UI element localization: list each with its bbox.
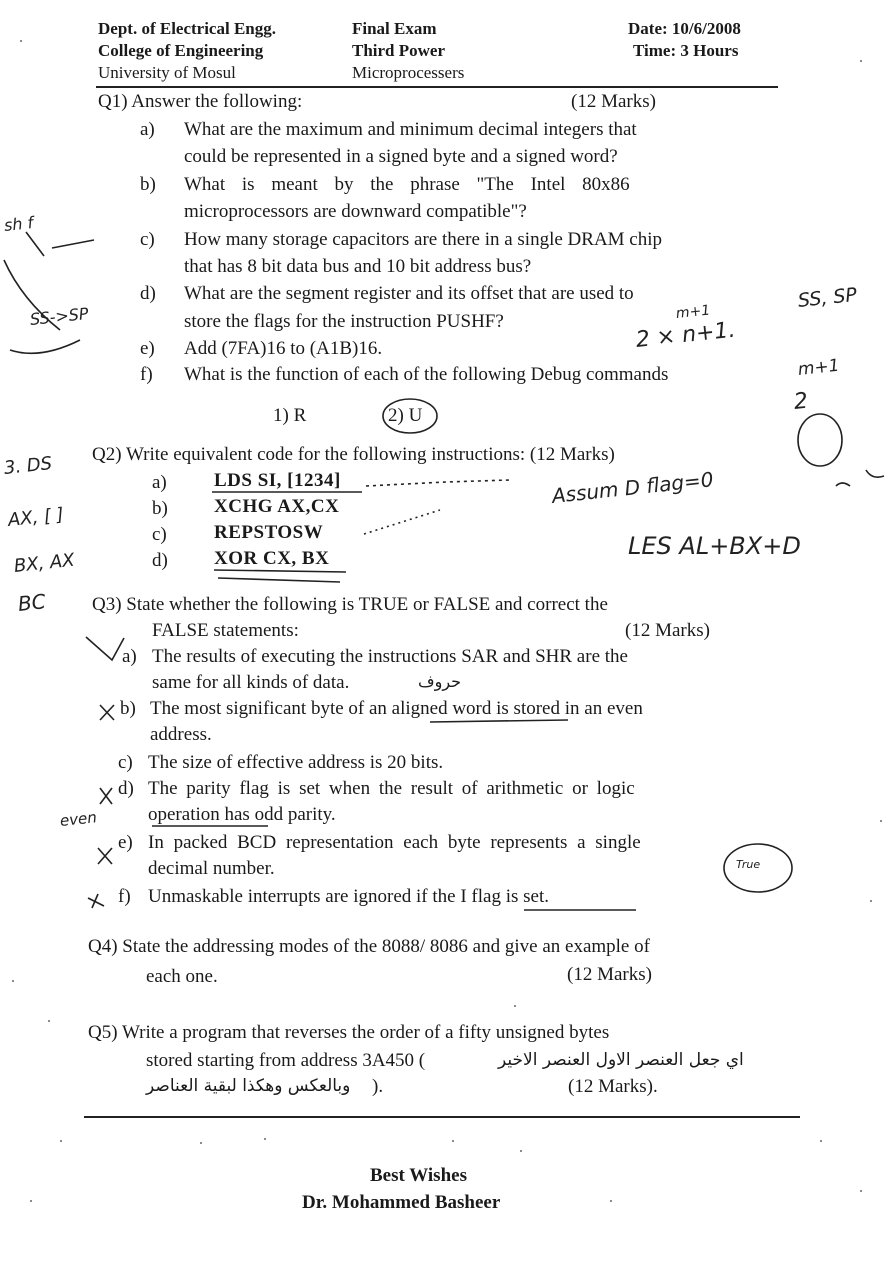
circle-true <box>724 844 792 892</box>
q3-b-line1: The most significant byte of an aligned word is stored in an even <box>150 698 643 719</box>
q1-a-line2: could be represented in a signed byte and a signed word? <box>184 146 618 167</box>
q1-f-line1: What is the function of each of the following Debug commands <box>184 364 669 385</box>
q3-a-label: a) <box>122 646 137 667</box>
q2-d-code: XOR CX, BX <box>214 548 330 569</box>
q3-title: Q3) State whether the following is TRUE or FALSE and correct the <box>92 594 608 615</box>
q2-b-label: b) <box>152 498 168 519</box>
hand-m1-a: m+1 <box>675 302 711 322</box>
circle-right-2 <box>798 414 842 466</box>
q3-marks: (12 Marks) <box>625 620 710 641</box>
q1-b-line1: What is meant by the phrase "The Intel 80x86 <box>184 174 630 195</box>
hand-bc: BC <box>16 589 47 616</box>
q3-e-line1: In packed BCD representation each byte represents a single <box>148 832 641 853</box>
q3-a-line2: same for all kinds of data. <box>152 672 350 693</box>
underline-aligned <box>430 720 568 722</box>
header-university: University of Mosul <box>98 63 236 82</box>
header-exam: Final Exam <box>352 19 437 38</box>
q3-c-line1: The size of effective address is 20 bits. <box>148 752 444 773</box>
cross-q3b <box>100 705 114 720</box>
footer-author: Dr. Mohammed Basheer <box>302 1192 501 1213</box>
q1-a-line1: What are the maximum and minimum decimal integers that <box>184 119 637 140</box>
header-subject: Microprocessers <box>352 63 465 82</box>
q1-c-label: c) <box>140 229 155 250</box>
q5-arabic-2: وبالعكس وهكذا لبقية العناصر <box>146 1076 351 1096</box>
q1-debug-u: 2) U <box>388 405 423 426</box>
q1-b-label: b) <box>140 174 156 195</box>
q4-marks: (12 Marks) <box>567 964 652 985</box>
q1-d-line1: What are the segment register and its offset that are used to <box>184 283 634 304</box>
hand-ssp: SS->SP <box>29 303 90 329</box>
q2-a-code: LDS SI, [1234] <box>214 470 341 491</box>
header-class: Third Power <box>352 41 446 60</box>
hand-shf: sh f <box>3 212 35 235</box>
hand-even: even <box>59 808 98 830</box>
q4-line2: each one. <box>146 966 218 987</box>
header-dept: Dept. of Electrical Engg. <box>98 19 276 38</box>
check-q3a <box>86 637 124 660</box>
q3-a-line1: The results of executing the instructions SAR and SHR are the <box>152 646 628 667</box>
footer-wishes: Best Wishes <box>370 1165 467 1186</box>
q1-title: Q1) Answer the following: <box>98 91 303 112</box>
q2-d-label: d) <box>152 550 168 571</box>
q3-d-line1: The parity flag is set when the result of arithmetic or logic <box>148 778 635 799</box>
q5-line1: Q5) Write a program that reverses the order of a fifty unsigned bytes <box>88 1022 610 1043</box>
header-college: College of Engineering <box>98 41 264 60</box>
dash-lds <box>366 480 510 486</box>
q3-e-line2: decimal number. <box>148 858 275 879</box>
header-date: Date: 10/6/2008 <box>628 19 741 38</box>
hand-true: True <box>736 858 761 871</box>
q1-c-line1: How many storage capacitors are there in a single DRAM chip <box>184 229 663 250</box>
q3-title2: FALSE statements: <box>152 620 299 641</box>
circle-debug-u <box>383 399 437 433</box>
q1-b-line2: microprocessors are downward compatible"? <box>184 201 527 222</box>
q1-e-label: e) <box>140 338 155 359</box>
hand-2xn1: 2 × n+1. <box>634 317 737 353</box>
q3-b-line2: address. <box>150 724 212 745</box>
q4-line1: Q4) State the addressing modes of the 8088/ 8086 and give an example of <box>88 936 650 957</box>
dash-repstosw <box>364 510 440 534</box>
hand-ax: AX, [ ] <box>6 504 65 531</box>
q2-title: Q2) Write equivalent code for the following instructions: (12 Marks) <box>92 444 615 465</box>
q3-b-label: b) <box>120 698 136 719</box>
cross-q3d <box>100 788 112 804</box>
hand-les: LES AL+BX+D <box>628 532 801 560</box>
q3-f-label: f) <box>118 886 131 907</box>
q5-line2: stored starting from address 3A450 ( <box>146 1050 426 1071</box>
hand-left-arrows <box>26 232 94 256</box>
q1-a-label: a) <box>140 119 155 140</box>
hand-ss-sp: SS, SP <box>796 283 858 312</box>
q1-debug-r: 1) R <box>273 405 307 426</box>
q2-c-code: REPSTOSW <box>214 522 324 543</box>
q1-d-label: d) <box>140 283 156 304</box>
q3-c-label: c) <box>118 752 133 773</box>
q5-marks: (12 Marks). <box>568 1076 658 1097</box>
hand-ds: 3. DS <box>2 453 54 479</box>
hand-m1-b: m+1 <box>796 355 841 380</box>
q5-line3-end: ). <box>372 1076 384 1097</box>
hand-2: 2 <box>792 388 810 415</box>
q3-d-line2: operation has odd parity. <box>148 804 336 825</box>
hand-arabic: حروف <box>418 672 462 691</box>
header-time: Time: 3 Hours <box>633 41 739 60</box>
cross-q3f <box>88 894 104 908</box>
q1-d-line2: store the flags for the instruction PUSHF? <box>184 311 504 332</box>
q1-f-label: f) <box>140 364 153 385</box>
q5-arabic-1: اي جعل العنصر الاول العنصر الاخير <box>498 1050 744 1070</box>
q2-c-label: c) <box>152 524 167 545</box>
q2-a-label: a) <box>152 472 167 493</box>
hand-bx: BX, AX <box>12 549 76 577</box>
cross-q3e <box>98 848 112 864</box>
q3-e-label: e) <box>118 832 133 853</box>
hand-right-marks <box>836 470 884 486</box>
hand-left-scribble <box>4 260 80 353</box>
q2-b-code: XCHG AX,CX <box>214 496 340 517</box>
q3-f-line1: Unmaskable interrupts are ignored if the I flag is set. <box>148 886 549 907</box>
q1-c-line2: that has 8 bit data bus and 10 bit address bus? <box>184 256 532 277</box>
hand-assume: Assum D flag=0 <box>550 467 715 508</box>
underline-xor <box>214 570 346 582</box>
q1-marks: (12 Marks) <box>571 91 656 112</box>
q1-e-line1: Add (7FA)16 to (A1B)16. <box>184 338 383 359</box>
q3-d-label: d) <box>118 778 134 799</box>
